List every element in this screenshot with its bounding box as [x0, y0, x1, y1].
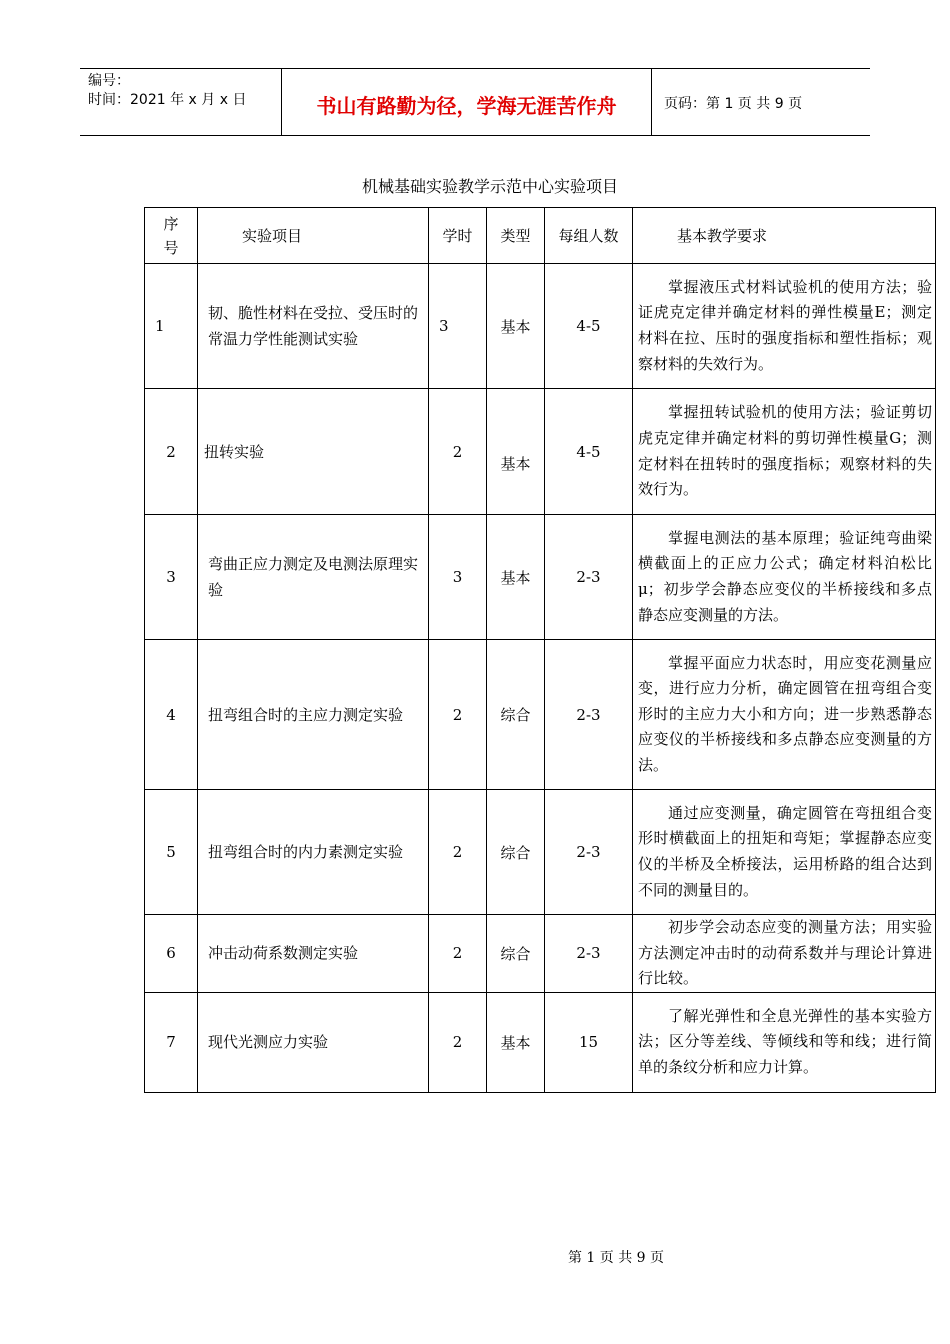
row-name: 扭转实验: [198, 389, 429, 515]
row-no: 4: [145, 640, 198, 790]
row-group-size: 4-5: [545, 389, 633, 515]
row-name: 现代光测应力实验: [198, 992, 429, 1092]
row-name: 扭弯组合时的内力素测定实验: [198, 790, 429, 915]
header-no: 序 号: [145, 208, 198, 264]
header-requirements: 基本教学要求: [633, 208, 936, 264]
row-name: 弯曲正应力测定及电测法原理实验: [198, 515, 429, 640]
row-no: 2: [145, 389, 198, 515]
row-type: 基本: [487, 515, 545, 640]
row-group-size: 2-3: [545, 640, 633, 790]
table-row: [145, 640, 936, 790]
row-requirements: 掌握扭转试验机的使用方法；验证剪切虎克定律并确定材料的剪切弹性模量G；测定材料在扭转时的强度指标；观察材料的失效行为。: [633, 389, 936, 515]
row-hours: 2: [429, 915, 487, 993]
row-requirements: 掌握液压式材料试验机的使用方法；验证虎克定律并确定材料的弹性模量E；测定材料在拉、压时的强度指标和塑性指标；观察材料的失效行为。: [633, 264, 936, 389]
table-row: [145, 515, 936, 640]
row-name: 韧、脆性材料在受拉、受压时的常温力学性能测试实验: [198, 264, 429, 389]
row-requirements: 初步学会动态应变的测量方法；用实验方法测定冲击时的动荷系数并与理论计算进行比较。: [633, 915, 936, 993]
row-type: 基本: [487, 389, 545, 515]
header-name: 实验项目: [198, 208, 429, 264]
row-no: 7: [145, 992, 198, 1092]
table-row: [145, 790, 936, 915]
row-hours: 3: [429, 515, 487, 640]
row-name: 扭弯组合时的主应力测定实验: [198, 640, 429, 790]
table-row: [145, 992, 936, 1092]
page-header: [80, 68, 870, 136]
row-group-size: 2-3: [545, 915, 633, 993]
row-hours: 2: [429, 389, 487, 515]
table-header-row: [145, 208, 936, 264]
row-group-size: 2-3: [545, 790, 633, 915]
table-row: [145, 389, 936, 515]
table-row: [145, 264, 936, 389]
row-type: 综合: [487, 915, 545, 993]
header-hours: 学时: [429, 208, 487, 264]
document-date: 时间：2021 年 x 月 x 日: [88, 92, 247, 108]
header-page-info: 页码：第 1 页 共 9 页: [664, 96, 803, 112]
row-requirements: 通过应变测量，确定圆管在弯扭组合变形时横截面上的扭矩和弯矩；掌握静态应变仪的半桥及全桥接法，运用桥路的组合达到不同的测量目的。: [633, 790, 936, 915]
row-no: 3: [145, 515, 198, 640]
row-requirements: 了解光弹性和全息光弹性的基本实验方法；区分等差线、等倾线和等和线；进行简单的条纹分析和应力计算。: [633, 992, 936, 1092]
row-group-size: 15: [545, 992, 633, 1092]
row-type: 综合: [487, 640, 545, 790]
row-hours: 2: [429, 992, 487, 1092]
row-type: 基本: [487, 992, 545, 1092]
row-group-size: 4-5: [545, 264, 633, 389]
row-name: 冲击动荷系数测定实验: [198, 915, 429, 993]
table-row: [145, 915, 936, 993]
row-no: 5: [145, 790, 198, 915]
header-group-size: 每组人数: [545, 208, 633, 264]
row-hours: 2: [429, 640, 487, 790]
row-hours: 3: [429, 264, 487, 389]
header-meta: [80, 69, 282, 135]
row-group-size: 2-3: [545, 515, 633, 640]
experiment-table: [144, 207, 936, 1093]
document-number-label: 编号：: [88, 73, 130, 89]
row-type: 基本: [487, 264, 545, 389]
header-type: 类型: [487, 208, 545, 264]
row-no: 6: [145, 915, 198, 993]
row-type: 综合: [487, 790, 545, 915]
page-footer: 第 1 页 共 9 页: [567, 1250, 665, 1266]
header-motto: 书山有路勤为径，学海无涯苦作舟: [282, 69, 652, 135]
row-requirements: 掌握电测法的基本原理；验证纯弯曲梁横截面上的正应力公式；确定材料泊松比 μ；初步学会静态应变仪的半桥接线和多点静态应变测量的方法。: [633, 515, 936, 640]
row-no: 1: [145, 264, 198, 389]
document-title: 机械基础实验教学示范中心实验项目: [361, 177, 618, 196]
row-hours: 2: [429, 790, 487, 915]
row-requirements: 掌握平面应力状态时，用应变花测量应变，进行应力分析，确定圆管在扭弯组合变形时的主应力大小和方向；进一步熟悉静态应变仪的半桥接线和多点静态应变测量的方法。: [633, 640, 936, 790]
